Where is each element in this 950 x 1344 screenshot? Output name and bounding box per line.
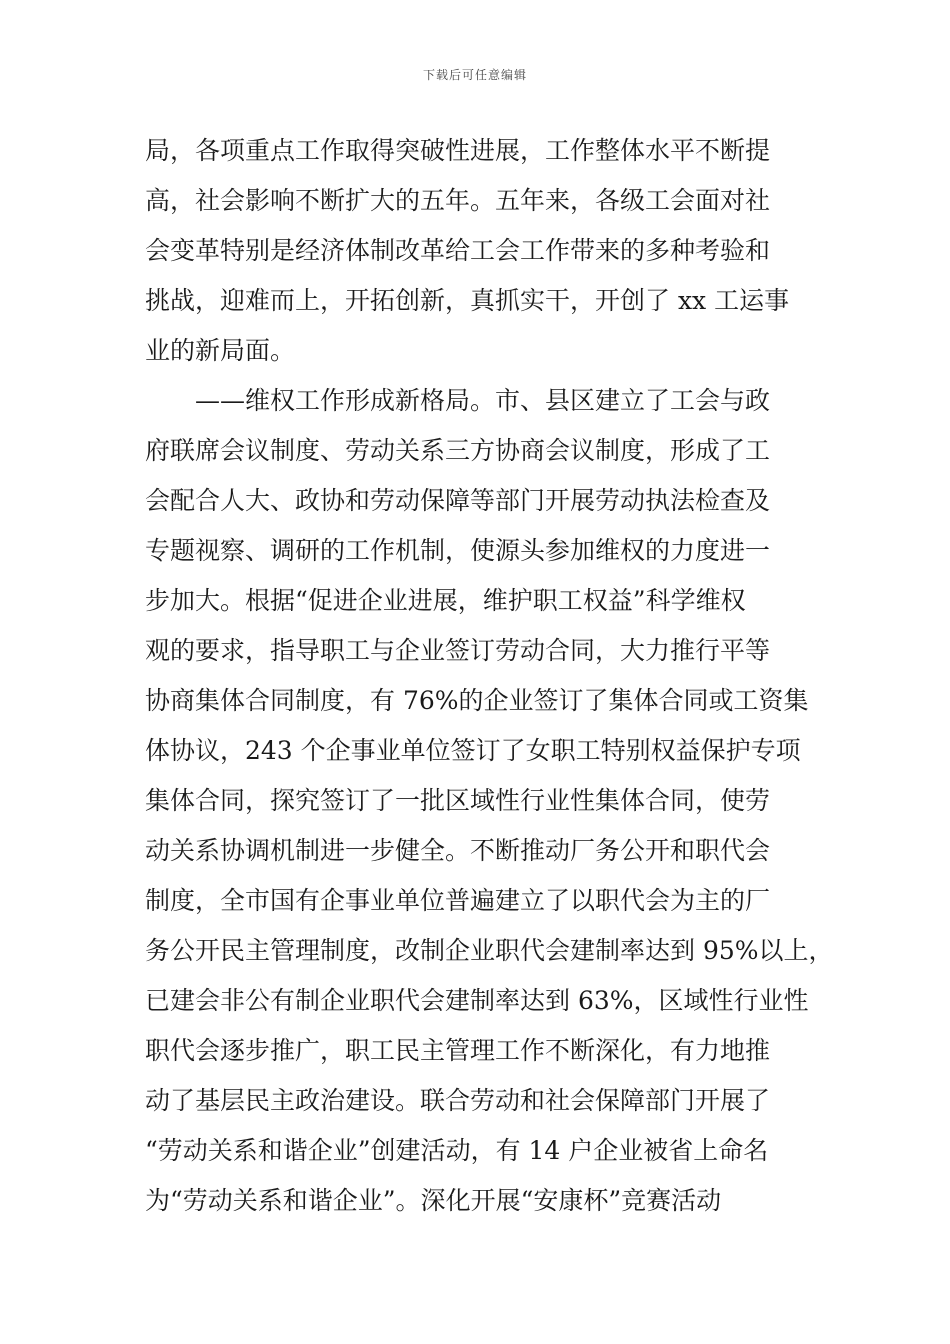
text-line: 观的要求，指导职工与企业签订劳动合同，大力推行平等 (145, 636, 771, 665)
text-line: 职代会逐步推广，职工民主管理工作不断深化，有力地推 (145, 1036, 771, 1065)
text-line: 会配合人大、政协和劳动保障等部门开展劳动执法检查及 (145, 486, 771, 515)
text-line: 步加大。根据“促进企业进展，维护职工权益”科学维权 (145, 586, 746, 615)
text-line: 体协议，243 个企事业单位签订了女职工特别权益保护专项 (145, 736, 801, 765)
text-line: 局，各项重点工作取得突破性进展，工作整体水平不断提 (145, 136, 771, 165)
text-line: 专题视察、调研的工作机制，使源头参加维权的力度进一 (145, 536, 771, 565)
text-line: 集体合同，探究签订了一批区域性行业性集体合同，使劳 (145, 786, 771, 815)
document-body (145, 126, 834, 1226)
text-line: 会变革特别是经济体制改革给工会工作带来的多种考验和 (145, 236, 771, 265)
text-line: 高，社会影响不断扩大的五年。五年来，各级工会面对社 (145, 186, 771, 215)
paragraph-start-line: ——维权工作形成新格局。市、县区建立了工会与政 (195, 386, 771, 415)
text-line: 业的新局面。 (145, 336, 296, 365)
text-line: 为“劳动关系和谐企业”。深化开展“安康杯”竞赛活动 (145, 1186, 722, 1215)
text-line: 府联席会议制度、劳动关系三方协商会议制度，形成了工 (145, 436, 771, 465)
text-line: 动关系协调机制进一步健全。不断推动厂务公开和职代会 (145, 836, 771, 865)
text-line: 协商集体合同制度，有 76%的企业签订了集体合同或工资集 (145, 686, 809, 715)
text-line: “劳动关系和谐企业”创建活动，有 14 户企业被省上命名 (145, 1136, 769, 1165)
text-line: 已建会非公有制企业职代会建制率达到 63%，区域性行业性 (145, 986, 809, 1015)
text-line: 动了基层民主政治建设。联合劳动和社会保障部门开展了 (145, 1086, 771, 1115)
text-line: 制度，全市国有企事业单位普遍建立了以职代会为主的厂 (145, 886, 771, 915)
text-line: 务公开民主管理制度，改制企业职代会建制率达到 95%以上， (145, 936, 834, 965)
page-header: 下载后可任意编辑 (422, 68, 527, 82)
text-line: 挑战，迎难而上，开拓创新，真抓实干，开创了 xx 工运事 (145, 286, 790, 315)
